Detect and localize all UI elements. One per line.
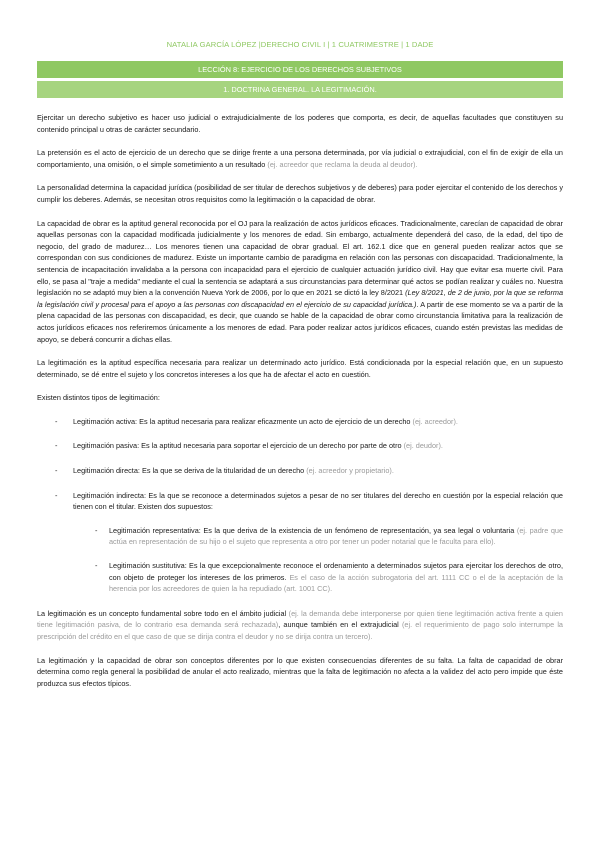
list-item [73, 440, 563, 452]
pretension-example: (ej. acreedor que reclama la deuda al deudor). [267, 159, 418, 169]
capacidad-tail: . A partir de ese momento se va a partir de la plena capacidad de las personas con discapacidad, es decir, que cuando se hable de la capacidad de obrar como circunstancia limitativa para la realización de actos jurídicos eficaces nos referiremos únicamente a los menores de edad. Para poder realizar actos jurídicos eficaces, cuando estén previstas las medidas de apoyo, se deberá concurrir a dichas ellas. [37, 299, 563, 344]
list-item [73, 416, 563, 428]
paragraph-diferencias: La legitimación y la capacidad de obrar son conceptos diferentes por lo que existen consecuencias diferentes de su falta. La falta de capacidad de obrar determina como regla general la posibilidad de anular el acto realizado, mientras que la falta de legitimación no afecta a la validez del acto pero impide que éste produzca sus efectos típicos. [37, 655, 563, 688]
section-title-bar: 1. DOCTRINA GENERAL. LA LEGITIMACIÓN. [37, 81, 563, 98]
page-header: NATALIA GARCÍA LÓPEZ |DERECHO CIVIL I | 1 CUATRIMESTRE | 1 DADE [166, 40, 434, 49]
subtype-example: Es el caso de la acción subrogatoria del art. 1111 CC o el de la aceptación de la herencia por los acreedores de quien la ha repudiado (art. 1001 CC). [109, 572, 563, 594]
paragraph-legitimacion-judicial [37, 608, 563, 643]
type-example: (ej. acreedor). [412, 416, 458, 426]
type-text: Legitimación indirecta: Es la que se reconoce a determinados sujetos a pesar de no ser titulares del derecho en cuestión por la especial relación que tienen con el titular. Existen dos supuestos: [73, 490, 563, 512]
type-text: Legitimación directa: Es la que se deriva de la titularidad de un derecho [73, 466, 305, 476]
judicial-text: La legitimación es un concepto fundamental sobre todo en el ámbito judicial [37, 608, 287, 618]
list-item [109, 525, 563, 548]
type-example: (ej. deudor). [403, 441, 443, 451]
paragraph-tipos-intro: Existen distintos tipos de legitimación: [37, 393, 160, 403]
indirect-subtypes-list [73, 525, 563, 595]
paragraph-capacidad-obrar [37, 218, 563, 346]
capacidad-text: La capacidad de obrar es la aptitud general reconocida por el OJ para la realización de actos jurídicos eficaces. Tradicionalmente, carecían de capacidad de obrar aquellas personas con la capacidad modificada judicialmente y los menores de edad. Sin embargo, actualmente dependerá del caso, de la edad, del tipo de negocio, del grado de madurez… Los menores tienen una capacidad de obrar gradual. El art. 162.1 dice que en general pueden realizar actos que se correspondan con sus condiciones de madurez. Existe un importante cambio de paradigma en relación con las personas con discapacidad. Tradicionalmente, la sentencia de incapacitación invalidaba a la persona con incapacidad para el ejercicio de cualquier actuación jurídico civil. Hay que evitar esa muerte civil. Para ello, se pasa al "traje a medida" mediante el cual la sentencia se adaptará a sus circunstancias para determinar qué actos se podían realizar y cuáles no. Nuestra legislación no se adaptó muy bien a la convención Nueva York de 2006, por lo que en 2021 se dictó la ley 8/2021 [37, 218, 563, 298]
type-text: Legitimación pasiva: Es la aptitud necesaria para soportar el ejercicio de un derecho por parte de otro [73, 441, 402, 451]
lesson-title-bar: LECCIÓN 8: EJERCICIO DE LOS DERECHOS SUBJETIVOS [37, 61, 563, 78]
paragraph-pretension [37, 147, 563, 170]
document-body [37, 112, 563, 689]
paragraph-legitimacion: La legitimación es la aptitud específica necesaria para realizar un determinado acto jurídico. Está condicionada por la especial relación que, en un supuesto determinado, se dé entre el sujeto y los concretos intereses a los que ha de afectar el acto en cuestión. [37, 358, 563, 379]
subtype-text: Legitimación sustitutiva: Es la que excepcionalmente reconoce el ordenamiento a determinados sujetos para ejercitar los derechos de otro, con objeto de proteger los intereses de los primeros. [109, 561, 563, 582]
legitimacion-types-list [37, 416, 563, 595]
pretension-text: La pretensión es el acto de ejercicio de un derecho que se dirige frente a una persona determinada, por vía judicial o extrajudicial, con el fin de exigir de ella un comportamiento, una omisión, o el simple sometimiento a un resultado [37, 148, 563, 169]
type-example: (ej. acreedor y propietario). [306, 466, 394, 476]
extrajudicial-text: , aunque también en el extrajudicial [278, 620, 399, 630]
paragraph-ejercicio: Ejercitar un derecho subjetivo es hacer uso judicial o extrajudicialmente de los poderes que comporta, es decir, de aquellas facultades que constituyen su contenido principal u otras de carácter secundario. [37, 113, 563, 134]
subtype-text: Legitimación representativa: Es la que deriva de la existencia de un fenómeno de representación, ya sea legal o voluntaria [109, 525, 515, 535]
subtype-example: (ej. padre que actúa en representación de su hijo o el sujeto que representa a otro por tener un poder notarial que le faculta para ello). [109, 525, 564, 547]
type-text: Legitimación activa: Es la aptitud necesaria para realizar eficazmente un acto de ejercicio de un derecho [73, 416, 411, 426]
judicial-example: (ej. la demanda debe interponerse por quien tiene legitimación activa frente a quien tiene legitimación pasiva, de lo contrario esa demanda será rechazada) [37, 608, 563, 630]
ley-citation: (Ley 8/2021, de 2 de junio, por la que se reforma la legislación civil y procesal para el apoyo a las personas con discapacidad en el ejercicio de su capacidad jurídica.) [37, 288, 564, 309]
list-item [109, 560, 563, 595]
list-item [73, 490, 563, 595]
paragraph-personalidad: La personalidad determina la capacidad jurídica (posibilidad de ser titular de derechos subjetivos y de deberes) para poder ejercitar el contenido de los derechos y cumplir los deberes. Además, se necesitan otros requisitos como la legitimación o la capacidad de obrar. [37, 183, 563, 204]
extrajudicial-example: (ej. el requerimiento de pago solo interrumpe la prescripción del crédito en el que caso de que se dirija contra el deudor y no se dirija contra un tercero). [37, 620, 563, 641]
list-item [73, 465, 563, 477]
